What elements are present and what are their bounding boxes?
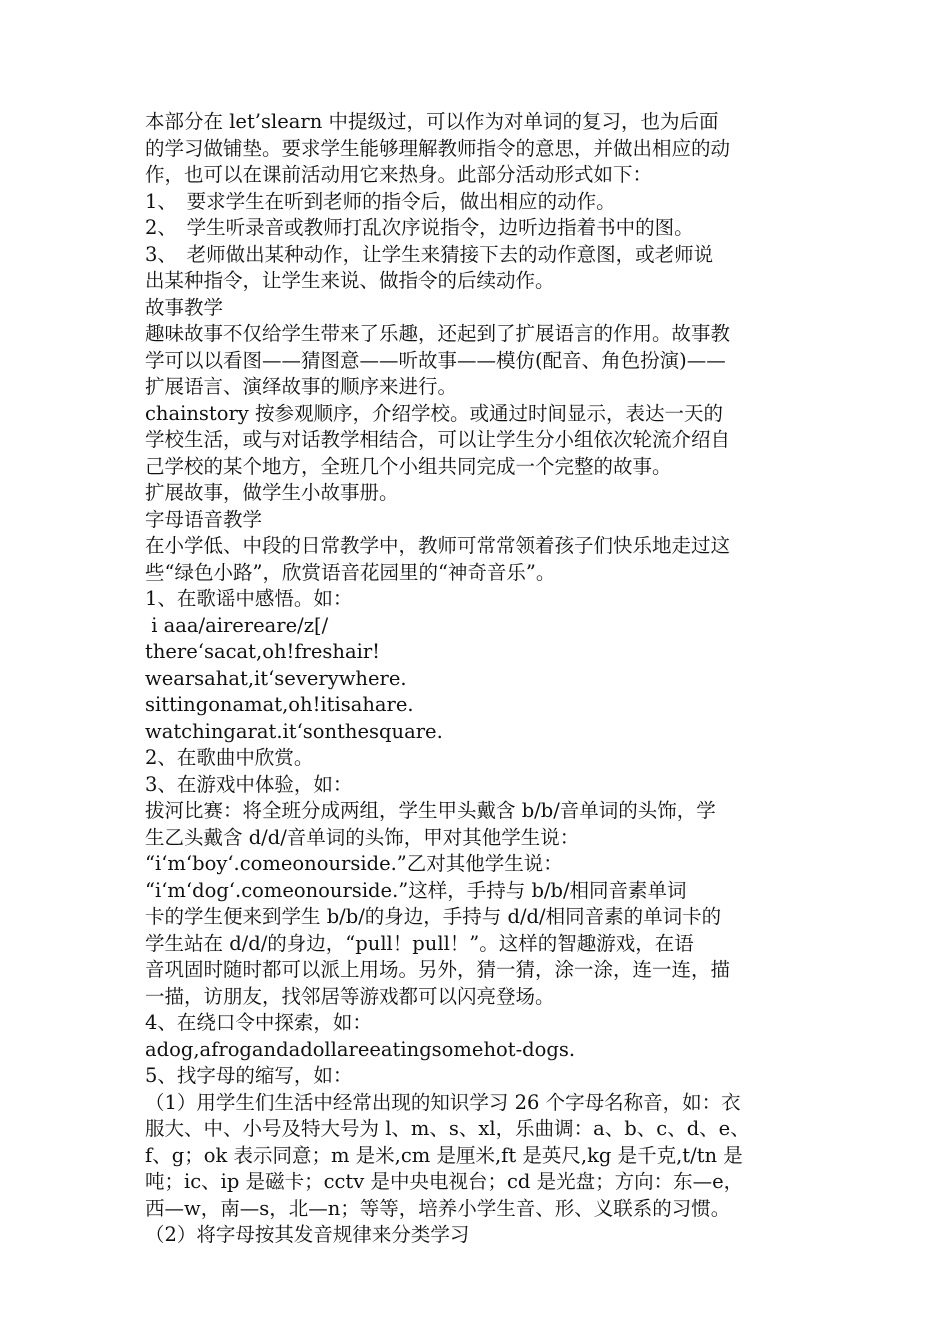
text-line: wearsahat,it‘severywhere. — [145, 666, 407, 690]
text-line: 生乙头戴含 d/d/音单词的头饰，甲对其他学生说： — [145, 825, 580, 849]
text-line: 4、在绕口令中探索，如： — [145, 1011, 372, 1034]
text-line: 出某种指令，让学生来说、做指令的后续动作。 — [145, 269, 555, 292]
text-line: 学校生活，或与对话教学相结合，可以让学生分小组依次轮流介绍自 — [145, 428, 731, 451]
text-line: 趣味故事不仅给学生带来了乐趣，还起到了扩展语言的作用。故事教 — [145, 322, 731, 345]
text-line: 2、在歌曲中欣赏。 — [145, 746, 314, 769]
text-line: （1）用学生们生活中经常出现的知识学习 26 个字母名称音，如：衣 — [145, 1090, 741, 1114]
text-line: adog,afrogandadollareeatingsomehot-dogs. — [145, 1037, 576, 1061]
text-line: 拔河比赛：将全班分成两组，学生甲头戴含 b/b/音单词的头饰，学 — [145, 799, 716, 822]
text-line: 扩展故事，做学生小故事册。 — [145, 481, 399, 504]
text-line: 本部分在 let’slearn 中提级过，可以作为对单词的复习，也为后面 — [145, 110, 719, 133]
text-line: 字母语音教学 — [145, 507, 263, 531]
text-line: 的学习做铺垫。要求学生能够理解教师指令的意思，并做出相应的动 — [145, 136, 731, 160]
text-line: 己学校的某个地方，全班几个小组共同完成一个完整的故事。 — [145, 454, 672, 478]
text-line: 作，也可以在课前活动用它来热身。此部分活动形式如下： — [145, 163, 653, 186]
text-line: 1、在歌谣中感悟。如： — [145, 587, 353, 610]
text-line: 一描，访朋友，找邻居等游戏都可以闪亮登场。 — [145, 984, 555, 1008]
text-line: there‘sacat,oh!freshair! — [145, 640, 381, 663]
text-line: 学生站在 d/d/的身边，“pull！pull！”。这样的智趣游戏，在语 — [145, 931, 694, 955]
text-line: 3、在游戏中体验，如： — [145, 772, 353, 796]
text-line: 吨；ic、ip 是磁卡；cctv 是中央电视台；cd 是光盘；方向：东—e， — [145, 1170, 744, 1193]
text-line: 卡的学生便来到学生 b/b/的身边，手持与 d/d/相同音素的单词卡的 — [145, 905, 722, 928]
text-line: 在小学低、中段的日常教学中，教师可常常领着孩子们快乐地走过这 — [145, 534, 731, 557]
text-line: 扩展语言、演绎故事的顺序来进行。 — [145, 375, 458, 398]
text-line: 学可以以看图——猜图意——听故事——模仿(配音、角色扮演)—— — [145, 348, 726, 372]
text-line: chainstory 按参观顺序，介绍学校。或通过时间显示，表达一天的 — [145, 401, 724, 425]
text-line: “i‘m‘dog‘.comeonourside.”这样，手持与 b/b/相同音素单词 — [145, 878, 687, 902]
text-line: 1、 要求学生在听到老师的指令后，做出相应的动作。 — [145, 189, 616, 213]
document-body — [145, 109, 815, 1249]
text-line: 些“绿色小路”，欣赏语音花园里的“神奇音乐”。 — [145, 560, 556, 584]
text-line: 3、 老师做出某种动作，让学生来猜接下去的动作意图，或老师说 — [145, 242, 714, 266]
text-line: i aaa/airereare/z[/ — [145, 613, 329, 637]
text-line: 2、 学生听录音或教师打乱次序说指令，边听边指着书中的图。 — [145, 216, 694, 239]
text-line: watchingarat.it‘sonthesquare. — [145, 719, 443, 743]
text-line: 服大、中、小号及特大号为 l、m、s、xl，乐曲调：a、b、c、d、e、 — [145, 1117, 750, 1140]
text-line: f、g；ok 表示同意；m 是米,cm 是厘米,ft 是英尺,kg 是千克,t/tn 是 — [145, 1143, 743, 1167]
text-line: 西—w，南—s，北—n；等等，培养小学生音、形、义联系的习惯。 — [145, 1196, 731, 1220]
text-line: sittingonamat,oh!itisahare. — [145, 693, 414, 716]
text-line: 5、找字母的缩写，如： — [145, 1064, 353, 1087]
text-line: 音巩固时随时都可以派上用场。另外，猜一猜，涂一涂，连一连，描 — [145, 958, 731, 981]
text-line: “i‘m‘boy‘.comeonourside.”乙对其他学生说： — [145, 852, 563, 875]
text-line: 故事教学 — [145, 295, 224, 319]
text-line: （2）将字母按其发音规律来分类学习 — [145, 1223, 470, 1246]
